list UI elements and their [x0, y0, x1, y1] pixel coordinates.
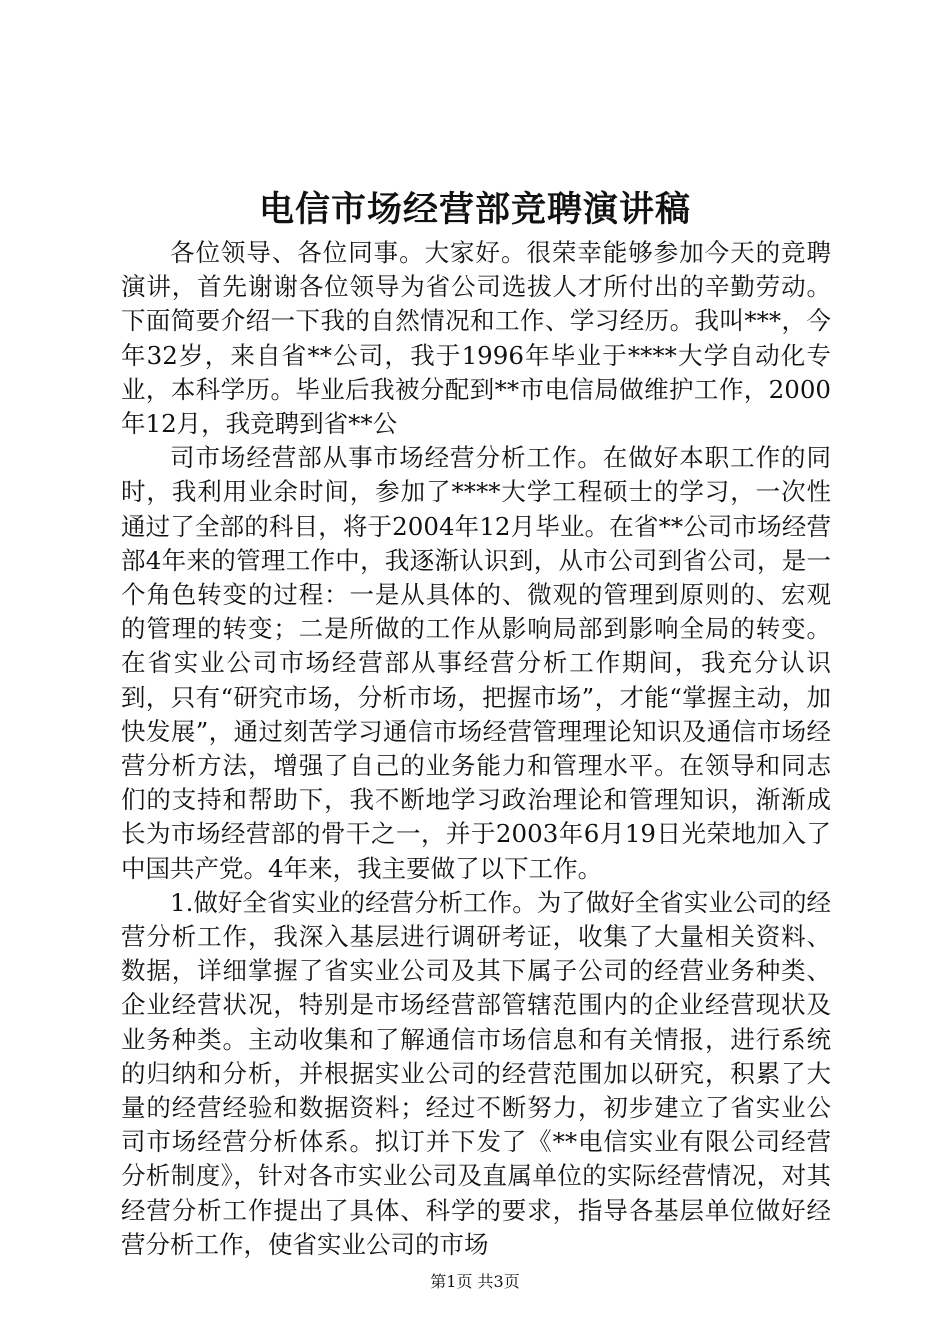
paragraph-2: 司市场经营部从事市场经营分析工作。在做好本职工作的同时，我利用业余时间，参加了****大学工程硕士的学习，一次性通过了全部的科目，将于2004年12月毕业。在省**公司市场经营部4年来的管理工作中，我逐渐认识到，从市公司到省公司，是一个角色转变的过程：一是从具体的、微观的管理到原则的、宏观的管理的转变；二是所做的工作从影响局部到影响全局的转变。在省实业公司市场经营部从事经营分析工作期间，我充分认识到，只有“研究市场，分析市场，把握市场”，才能“掌握主动，加快发展”，通过刻苦学习通信市场经营管理理论知识及通信市场经营分析方法，增强了自己的业务能力和管理水平。在领导和同志们的支持和帮助下，我不断地学习政治理论和管理知识，渐渐成长为市场经营部的骨干之一，并于2003年6月19日光荣地加入了中国共产党。4年来，我主要做了以下工作。 — [121, 443, 831, 883]
document-title: 电信市场经营部竞聘演讲稿 — [258, 189, 691, 230]
page-footer: 第1页 共3页 — [430, 1272, 520, 1291]
paragraph-1: 各位领导、各位同事。大家好。很荣幸能够参加今天的竞聘演讲，首先谢谢各位领导为省公司选拔人才所付出的辛勤劳动。下面简要介绍一下我的自然情况和工作、学习经历。我叫***，今年32岁，来自省**公司，我于1996年毕业于****大学自动化专业，本科学历。毕业后我被分配到**市电信局做维护工作，2000年12月，我竞聘到省**公 — [121, 238, 831, 439]
document-body — [121, 236, 831, 1262]
paragraph-3: 1.做好全省实业的经营分析工作。为了做好全省实业公司的经营分析工作，我深入基层进行调研考证，收集了大量相关资料、数据，详细掌握了省实业公司及其下属子公司的经营业务种类、企业经营状况，特别是市场经营部管辖范围内的企业经营现状及业务种类。主动收集和了解通信市场信息和有关情报，进行系统的归纳和分析，并根据实业公司的经营范围加以研究，积累了大量的经营经验和数据资料；经过不断努力，初步建立了省实业公司市场经营分析体系。拟订并下发了《**电信实业有限公司经营分析制度》，针对各市实业公司及直属单位的实际经营情况，对其经营分析工作提出了具体、科学的要求，指导各基层单位做好经营分析工作，使省实业公司的市场 — [121, 887, 831, 1259]
